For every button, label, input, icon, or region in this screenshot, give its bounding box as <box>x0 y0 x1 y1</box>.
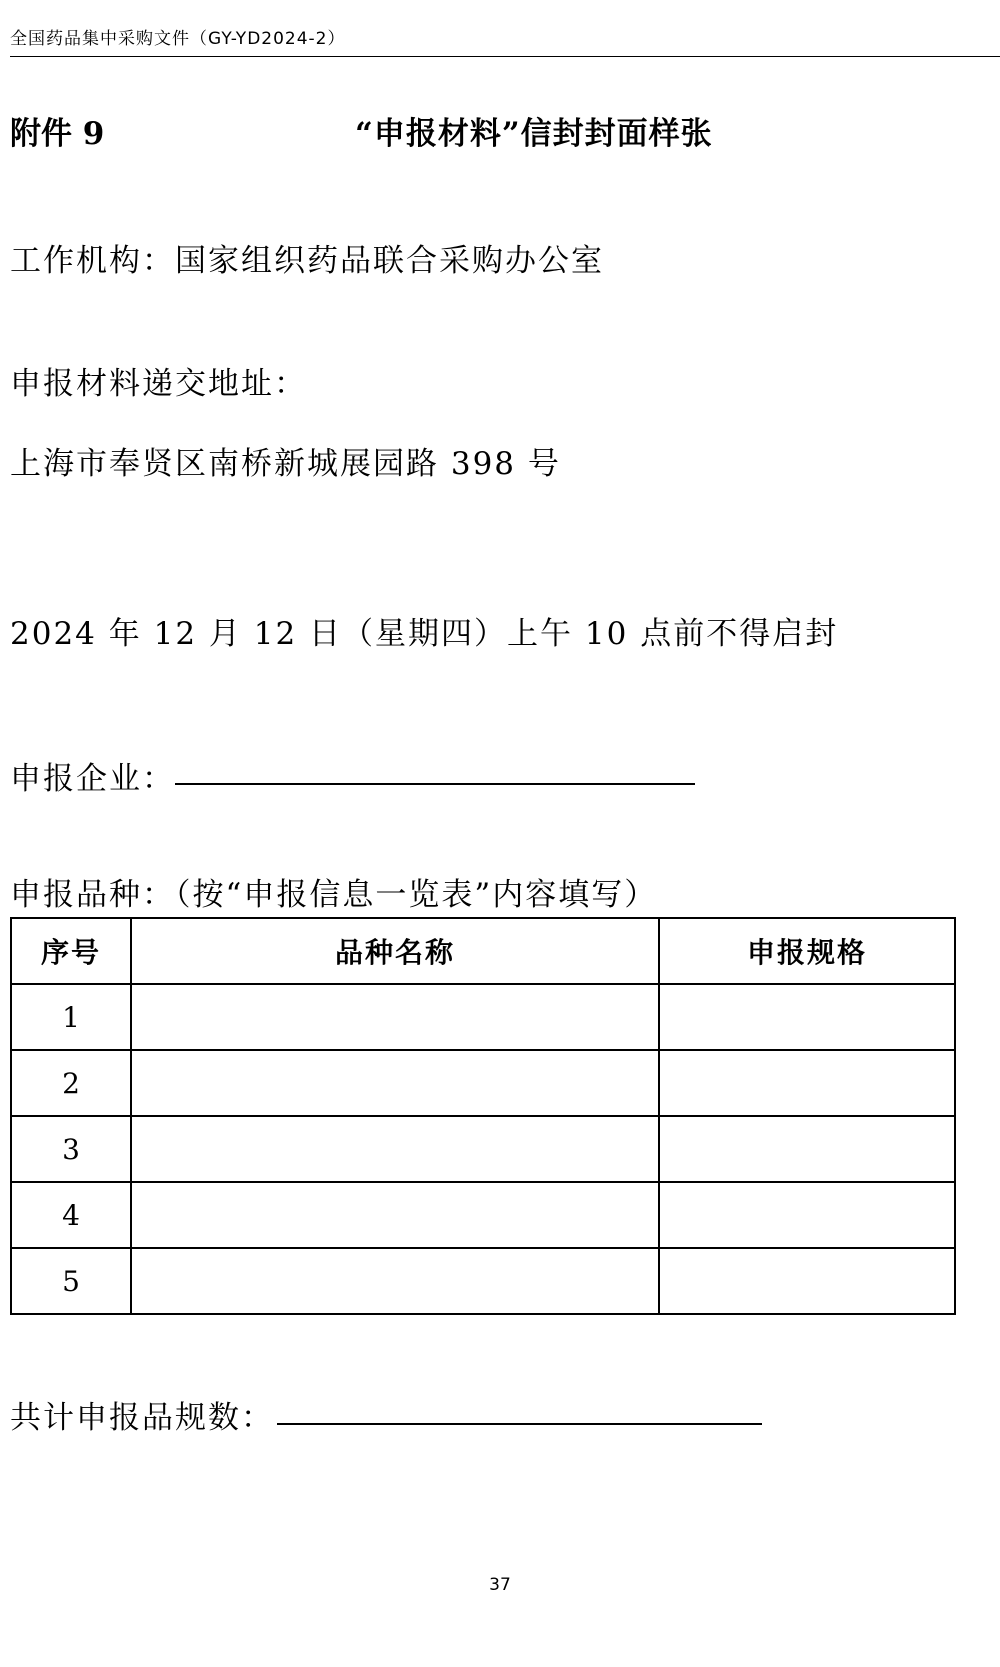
row-product-name <box>131 1050 659 1116</box>
row-spec <box>659 1248 955 1314</box>
products-table <box>10 917 956 1315</box>
table-row <box>11 984 955 1050</box>
row-product-name <box>131 1248 659 1314</box>
page-number: 37 <box>489 1575 511 1595</box>
row-serial: 1 <box>11 984 131 1050</box>
row-product-name <box>131 984 659 1050</box>
table-row <box>11 1182 955 1248</box>
row-spec <box>659 984 955 1050</box>
page-title: “申报材料”信封封面样张 <box>355 116 713 152</box>
table-row <box>11 1116 955 1182</box>
address-label: 申报材料递交地址： <box>10 366 307 402</box>
header-rule <box>10 56 1000 57</box>
row-serial: 2 <box>11 1050 131 1116</box>
header-serial: 序号 <box>11 918 131 984</box>
attachment-label: 附件 9 <box>10 116 105 152</box>
header-spec: 申报规格 <box>659 918 955 984</box>
row-spec <box>659 1116 955 1182</box>
row-product-name <box>131 1182 659 1248</box>
table-header-row <box>11 918 955 984</box>
agency-line: 工作机构：国家组织药品联合采购办公室 <box>10 243 604 279</box>
opening-deadline: 2024 年 12 月 12 日（星期四）上午 10 点前不得启封 <box>10 616 839 652</box>
company-label: 申报企业： <box>10 761 175 797</box>
total-count-label: 共计申报品规数： <box>10 1400 274 1436</box>
header-product-name: 品种名称 <box>131 918 659 984</box>
table-row <box>11 1050 955 1116</box>
total-fill-line <box>277 1423 762 1425</box>
company-fill-line <box>175 783 695 785</box>
row-serial: 4 <box>11 1182 131 1248</box>
products-label: 申报品种：（按“申报信息一览表”内容填写） <box>10 877 658 913</box>
row-spec <box>659 1182 955 1248</box>
row-serial: 5 <box>11 1248 131 1314</box>
address-text: 上海市奉贤区南桥新城展园路 398 号 <box>10 446 561 482</box>
row-product-name <box>131 1116 659 1182</box>
row-spec <box>659 1050 955 1116</box>
table-row <box>11 1248 955 1314</box>
row-serial: 3 <box>11 1116 131 1182</box>
running-header: 全国药品集中采购文件（GY-YD2024-2） <box>10 29 346 49</box>
